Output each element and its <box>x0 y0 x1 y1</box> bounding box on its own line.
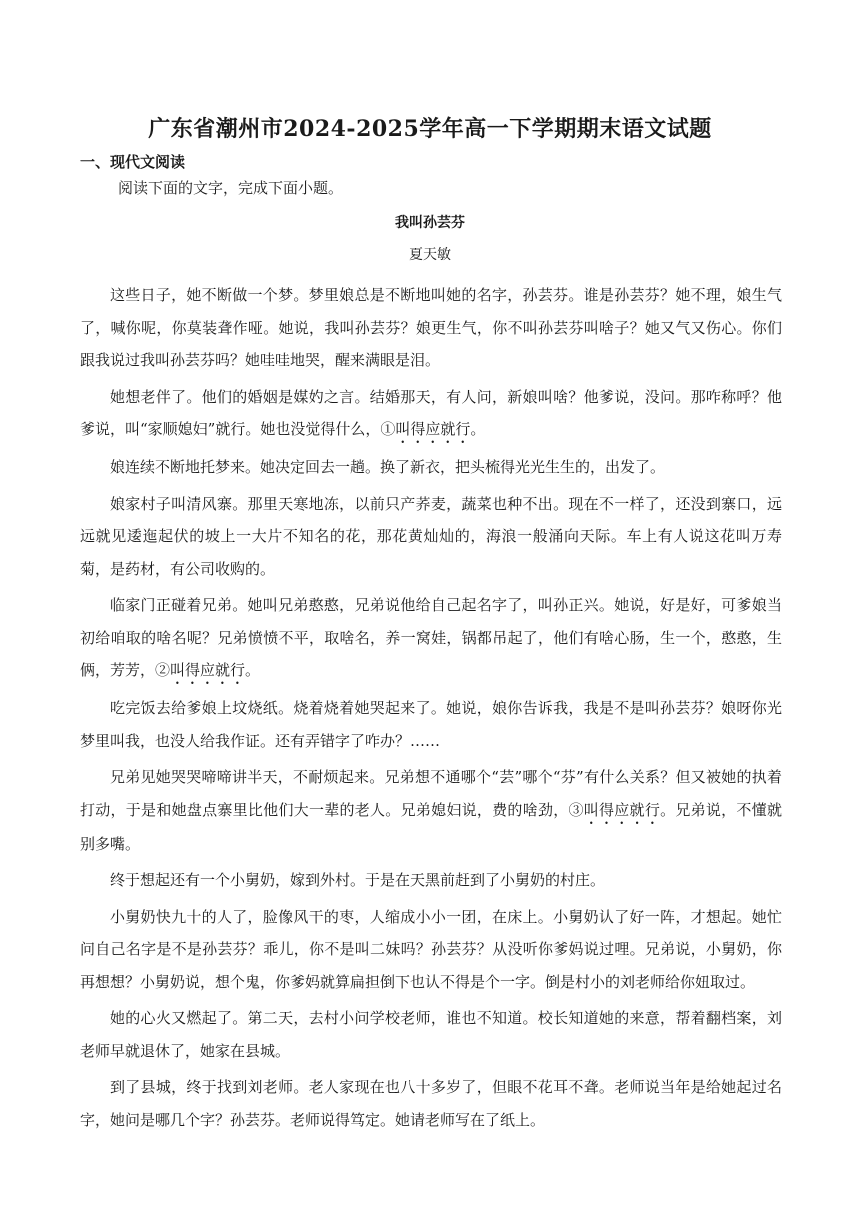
emphasized-phrase-3: 叫得应就行 <box>583 800 661 819</box>
story-author: 夏天敏 <box>409 247 451 263</box>
story-body <box>80 279 782 1140</box>
marker-3: ③ <box>568 800 584 819</box>
paragraph-3: 娘连续不断地托梦来。她决定回去一趟。换了新衣，把头梳得光光生生的，出发了。 <box>110 458 666 476</box>
marker-1: ① <box>380 420 396 438</box>
section-heading: 一、现代文阅读 <box>80 153 186 171</box>
emphasized-phrase-1: 叫得应就行 <box>395 420 471 438</box>
paragraph-5-text-b: 。 <box>245 661 261 679</box>
paragraph-5-text-a: 临家门正碰着兄弟。她叫兄弟憨憨，兄弟说他给自己起名字了，叫孙正兴。她说，好是好，可爹娘当初给咱取的啥名呢？兄弟愤愤不平，取啥名，养一窝娃，锅都吊起了，他们有啥心肠，生一个，憨憨，生俩，芳芳， <box>80 596 782 679</box>
paragraph-2 <box>80 381 782 448</box>
instruction-text: 阅读下面的文字，完成下面小题。 <box>118 179 344 197</box>
paragraph-5 <box>80 589 782 688</box>
paragraph-2-text-b: 。 <box>470 420 486 438</box>
paragraph-11: 到了县城，终于找到刘老师。老人家现在也八十多岁了，但眼不花耳不聋。老师说当年是给她起过名字，她问是哪几个字？孙芸芬。老师说得笃定。她请老师写在了纸上。 <box>80 1078 782 1129</box>
paragraph-7-text-a: 兄弟见她哭哭啼啼讲半天，不耐烦起来。兄弟想不通哪个“芸”哪个“芬”有什么关系？但又被她的执着打动，于是和她盘点寨里比他们大一辈的老人。兄弟媳妇说，费的啥劲， <box>80 768 782 819</box>
paragraph-7-text-b: 。兄弟说，不懂就别多嘴。 <box>80 800 782 853</box>
marker-2: ② <box>155 661 171 679</box>
paragraph-7 <box>80 761 782 860</box>
page-title: 广东省潮州市2024-2025学年高一下学期期末语文试题 <box>148 116 712 142</box>
paragraph-9: 小舅奶快九十的人了，脸像风干的枣，人缩成小小一团，在床上。小舅奶认了好一阵，才想起。她忙问自己名字是不是孙芸芬？乖儿，你不是叫二妹吗？孙芸芬？从没听你爹妈说过哩。兄弟说，小舅奶，你再想想？小舅奶说，想个鬼，你爹妈就算扁担倒下也认不得是个一字。倒是村小的刘老师给你妞取过。 <box>80 907 782 991</box>
paragraph-4: 娘家村子叫清风寨。那里天寒地冻，以前只产荞麦，蔬菜也种不出。现在不一样了，还没到寨口，远远就见逶迤起伏的坡上一大片不知名的花，那花黄灿灿的，海浪一般涌向天际。车上有人说这花叫万寿菊，是药材，有公司收购的。 <box>80 494 782 578</box>
paragraph-2-text-a: 她想老伴了。他们的婚姻是媒妁之言。结婚那天，有人问，新娘叫啥？他爹说，没问。那咋称呼？他爹说，叫“家顺媳妇”就行。她也没觉得什么， <box>80 387 782 438</box>
paragraph-8: 终于想起还有一个小舅奶，嫁到外村。于是在天黑前赶到了小舅奶的村庄。 <box>110 871 606 889</box>
paragraph-1: 这些日子，她不断做一个梦。梦里娘总是不断地叫她的名字，孙芸芬。谁是孙芸芬？她不理，娘生气了，喊你呢，你莫装聋作哑。她说，我叫孙芸芬？娘更生气，你不叫孙芸芬叫啥子？她又气又伤心。你们跟我说过我叫孙芸芬吗？她哇哇地哭，醒来满眼是泪。 <box>80 286 782 369</box>
paragraph-10: 她的心火又燃起了。第二天，去村小问学校老师，谁也不知道。校长知道她的来意，帮着翻档案，刘老师早就退休了，她家在县城。 <box>80 1009 782 1060</box>
emphasized-phrase-2: 叫得应就行 <box>170 661 246 679</box>
paragraph-6: 吃完饭去给爹娘上坟烧纸。烧着烧着她哭起来了。她说，娘你告诉我，我是不是叫孙芸芬？娘呀你光梦里叫我，也没人给我作证。还有弄错字了咋办？…… <box>80 699 782 750</box>
story-title: 我叫孙芸芬 <box>395 215 465 231</box>
